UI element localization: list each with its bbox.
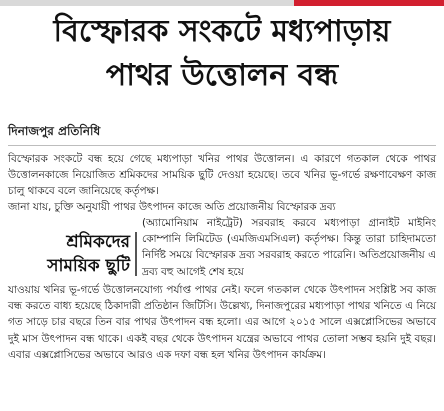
paragraph-1: বিস্ফোরক সংকটে বন্ধ হয়ে গেছে মধ্যপাড়া খনির পাথর উত্তোলন। এ কারণে গতকাল থেকে পাথর উত্তোলনকাজে নিয়োজিত শ্রমিকদের সাময়িক ছুটি দেওয়া হয়েছে। তবে খনির ভূ-গর্ভে রক্ষণাবেক্ষণ কাজ চালু থাকবে বলে জানিয়েছে কর্তৃপক্ষ। [8, 153, 436, 198]
byline: দিনাজপুর প্রতিনিধি [8, 124, 101, 138]
top-rule-red [294, 0, 444, 6]
headline-line-1: বিস্ফোরক সংকটে মধ্যপাড়ায় [53, 14, 391, 49]
paragraph-2-side: (অ্যামোনিয়াম নাইট্রেট) সরবরাহ করবে মধ্যপাড়া গ্রানাইট মাইনিং কোম্পানি লিমিটেড (এমজিএমসিএল) কর্তৃপক্ষ। কিন্তু তারা চাহিদামতো নির্দিষ্ট সময়ে বিস্ফোরক দ্রব্য সরবরাহ করতে পারেনি। অতিপ্রয়োজনীয় এ দ্রব্য বহু আগেই শেষ হয়ে [142, 217, 436, 278]
paragraph-2-lead: জানা যায়, চুক্তি অনুযায়ী পাথর উৎপাদন কাজে অতি প্রয়োজনীয় বিস্ফোরক দ্রব্য [8, 201, 336, 213]
pull-quote-line-2: সাময়িক ছুটি [47, 256, 130, 276]
headline [8, 10, 436, 98]
paragraph-3: যাওয়ায় খনির ভূ-গর্ভে উত্তোলনযোগ্য পর্যাপ্ত পাথর নেই। ফলে গতকাল থেকে উৎপাদন সংশ্লিষ্ট সব কাজ বন্ধ করতে বাধ্য হয়েছে ঠিকাদারী প্রতিষ্ঠান জিটিসি। উল্লেখ্য, দিনাজপুরের মধ্যপাড়া পাথর খনিতে এ নিয়ে গত সাড়ে চার বছরে তিন বার পাথর উৎপাদন বন্ধ হলো। এর আগে ২০১৫ সালে এক্সপ্লোসিভের অভাবে দুই মাস উৎপাদন বন্ধ থাকে। একই বছর থেকে উৎপাদন যন্ত্রের অভাবে পাথর তোলা সম্ভব হয়নি দুই বছর। এবার এক্সপ্লোসিভের অভাবে আরও এক দফা বন্ধ হল খনির উৎপাদন কার্যক্রম। [8, 284, 436, 361]
pull-quote [10, 230, 130, 278]
headline-line-2: পাথর উত্তোলন বন্ধ [105, 58, 339, 93]
top-rule-gray [0, 0, 294, 6]
pull-quote-bar [135, 232, 137, 276]
top-color-rule [0, 0, 444, 6]
pull-quote-line-1: শ্রমিকদের [66, 232, 130, 252]
byline-divider [8, 145, 436, 146]
